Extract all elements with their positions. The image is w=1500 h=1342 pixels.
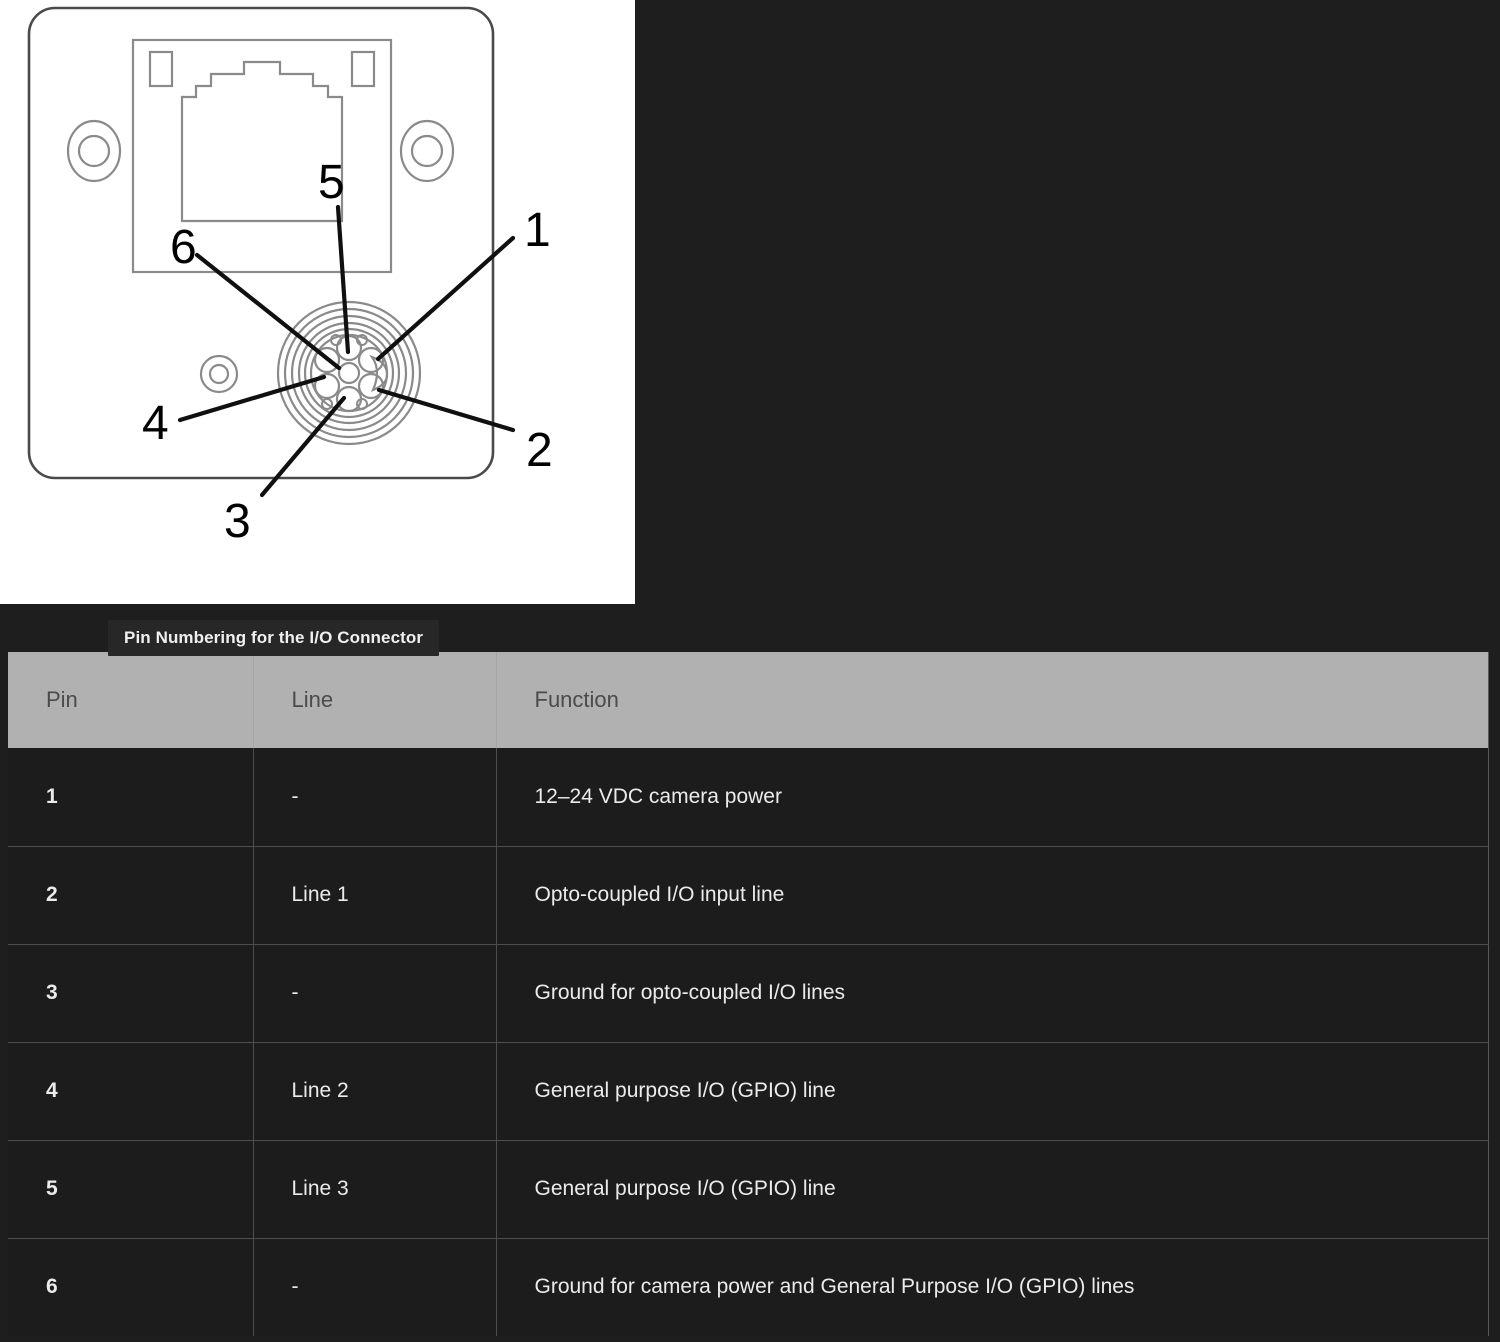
table-row	[8, 846, 1488, 944]
callout-number-3: 3	[224, 495, 251, 548]
callout-number-2: 2	[526, 424, 553, 477]
cell-function: Opto-coupled I/O input line	[496, 846, 1488, 944]
table-row	[8, 1238, 1488, 1336]
callout-number-6: 6	[170, 221, 197, 274]
callout-number-5: 5	[318, 156, 345, 209]
table-row	[8, 944, 1488, 1042]
table-row	[8, 748, 1488, 846]
figure-background	[0, 0, 635, 604]
column-header-line[interactable]: Line	[253, 652, 496, 748]
figure-caption-tooltip	[108, 620, 439, 656]
cell-function: Ground for camera power and General Purpose I/O (GPIO) lines	[496, 1238, 1488, 1336]
cell-line: Line 1	[253, 846, 496, 944]
cell-pin: 4	[8, 1042, 253, 1140]
callout-number-4: 4	[142, 397, 169, 450]
cell-function: General purpose I/O (GPIO) line	[496, 1042, 1488, 1140]
cell-line: Line 2	[253, 1042, 496, 1140]
pinout-table	[8, 652, 1489, 1336]
pinout-table-container	[8, 652, 1488, 1336]
connector-diagram-svg	[0, 0, 635, 604]
cell-pin: 6	[8, 1238, 253, 1336]
cell-pin: 5	[8, 1140, 253, 1238]
table-header-row	[8, 652, 1488, 748]
cell-line: -	[253, 944, 496, 1042]
cell-line: -	[253, 1238, 496, 1336]
pinout-table-body	[8, 748, 1488, 1336]
pinout-table-head	[8, 652, 1488, 748]
cell-line: Line 3	[253, 1140, 496, 1238]
cell-pin: 3	[8, 944, 253, 1042]
io-connector-figure	[0, 0, 635, 604]
column-header-pin[interactable]: Pin	[8, 652, 253, 748]
column-header-function[interactable]: Function	[496, 652, 1488, 748]
cell-pin: 2	[8, 846, 253, 944]
cell-line: -	[253, 748, 496, 846]
cell-function: General purpose I/O (GPIO) line	[496, 1140, 1488, 1238]
cell-function: 12–24 VDC camera power	[496, 748, 1488, 846]
cell-pin: 1	[8, 748, 253, 846]
table-row	[8, 1042, 1488, 1140]
table-row	[8, 1140, 1488, 1238]
cell-function: Ground for opto-coupled I/O lines	[496, 944, 1488, 1042]
callout-number-1: 1	[524, 204, 551, 257]
figure-caption-text: Pin Numbering for the I/O Connector	[124, 628, 424, 647]
